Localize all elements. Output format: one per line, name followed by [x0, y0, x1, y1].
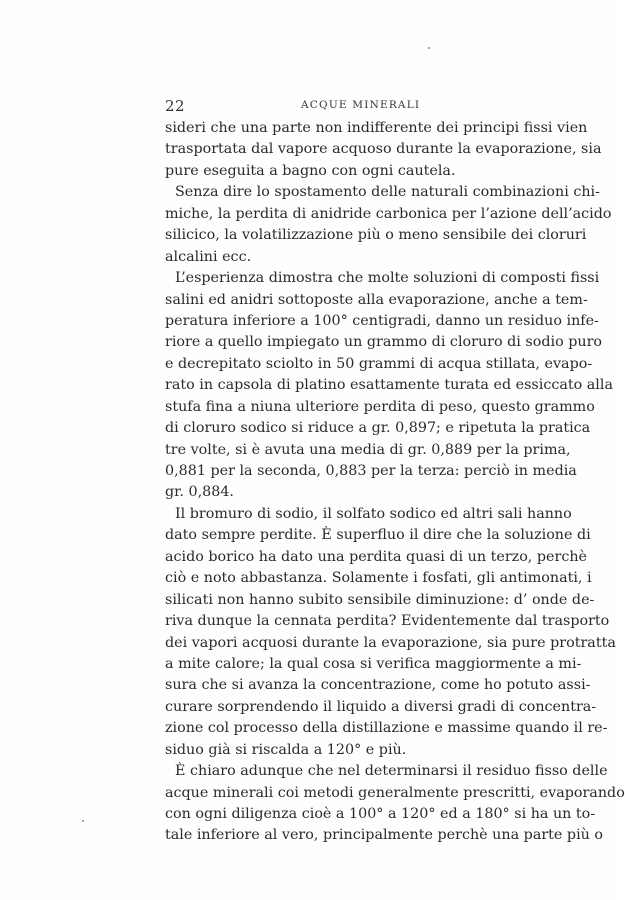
text-line: pure eseguita a bagno con ogni cautela.: [165, 162, 456, 179]
text-line: silicati non hanno subito sensibile diminuzione: d’ onde de-: [165, 591, 595, 608]
text-line: sura che si avanza la concentrazione, come ho potuto assi-: [165, 677, 591, 694]
text-line: riore a quello impiegato un grammo di cloruro di sodio puro: [165, 334, 603, 351]
text-line: dei vapori acquosi durante la evaporazione, sia pure protratta: [165, 634, 616, 651]
page-number: 22: [165, 97, 186, 115]
text-line: Senza dire lo spostamento delle naturali combinazioni chi-: [175, 184, 600, 201]
text-line: Il bromuro di sodio, il solfato sodico ed altri sali hanno: [175, 505, 572, 522]
text-line: riva dunque la cennata perdita? Evidentemente dal trasporto: [165, 613, 610, 630]
text-line: zione col processo della distillazione e massime quando il re-: [165, 720, 608, 737]
text-line: siduo già si riscalda a 120° e più.: [165, 741, 407, 758]
text-line: tre volte, si è avuta una media di gr. 0,889 per la prima,: [165, 441, 571, 458]
text-line: sideri che una parte non indifferente dei principi fissi vien: [165, 120, 588, 136]
text-line: miche, la perdita di anidride carbonica per l’azione dell’acido: [165, 205, 612, 222]
running-title: ACQUE MINERALI: [301, 99, 421, 111]
body-text: [165, 118, 625, 847]
page-header: [165, 97, 543, 117]
text-line: silicico, la volatilizzazione più o meno sensibile dei cloruri: [165, 227, 587, 244]
paper-speck: [82, 820, 84, 822]
text-line: alcalini ecc.: [165, 248, 252, 265]
text-line: di cloruro sodico si riduce a gr. 0,897; e ripetuta la pratica: [165, 420, 591, 437]
text-line: acque minerali coi metodi generalmente prescritti, evaporando: [165, 784, 625, 801]
text-line: rato in capsola di platino esattamente turata ed essiccato alla: [165, 377, 613, 394]
text-line: 0,881 per la seconda, 0,883 per la terza: perciò in media: [165, 463, 577, 479]
text-line: trasportata dal vapore acquoso durante la evaporazione, sia: [165, 141, 602, 158]
text-line: L’esperienza dimostra che molte soluzioni di composti fissi: [175, 270, 600, 287]
paper-speck: [428, 47, 430, 49]
text-line: ciò e noto abbastanza. Solamente i fosfati, gli antimonati, i: [165, 570, 592, 587]
text-line: e decrepitato sciolto in 50 grammi di acqua stillata, evapo-: [165, 355, 593, 372]
text-line: curare sorprendendo il liquido a diversi gradi di concentra-: [165, 698, 597, 715]
text-line: tale inferiore al vero, principalmente perchè una parte più o: [165, 827, 604, 844]
text-line: È chiaro adunque che nel determinarsi il residuo fisso delle: [175, 763, 608, 780]
text-line: dato sempre perdite. È superfluo il dire che la soluzione di: [165, 527, 591, 544]
text-line: gr. 0,884.: [165, 484, 234, 501]
text-line: peratura inferiore a 100° centigradi, danno un residuo infe-: [165, 312, 599, 329]
text-line: a mite calore; la qual cosa si verifica maggiormente a mi-: [165, 655, 582, 672]
text-line: stufa fina a niuna ulteriore perdita di peso, questo grammo: [165, 398, 595, 415]
text-line: con ogni diligenza cioè a 100° a 120° ed a 180° si ha un to-: [165, 806, 596, 822]
text-line: salini ed anidri sottoposte alla evaporazione, anche a tem-: [165, 291, 588, 308]
text-line: acido borico ha dato una perdita quasi di un terzo, perchè: [165, 548, 588, 565]
